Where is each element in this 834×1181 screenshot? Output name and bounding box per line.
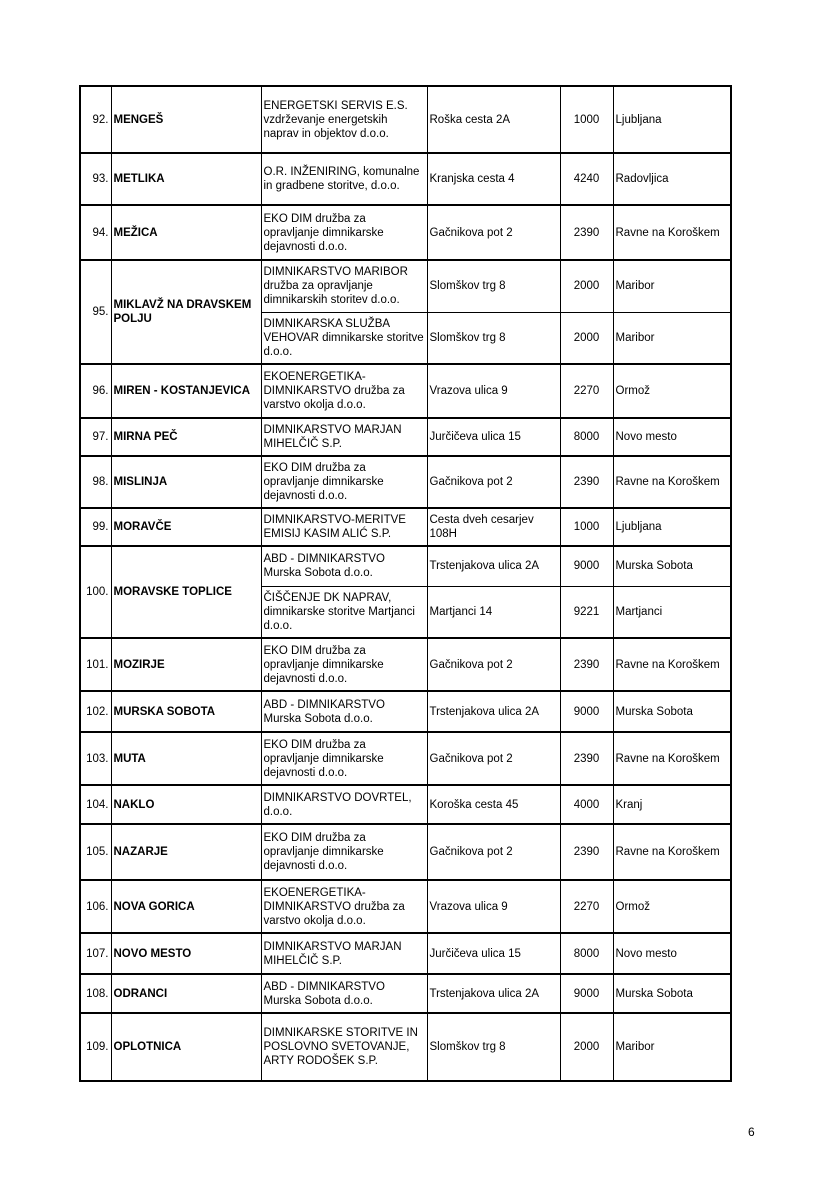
company-name: DIMNIKARSTVO MARIBOR družba za opravljanje dimnikarskih storitev d.o.o. xyxy=(261,260,427,312)
street-address: Gačnikova pot 2 xyxy=(427,732,560,785)
row-number: 109. xyxy=(80,1013,111,1081)
row-number: 107. xyxy=(80,933,111,974)
postal-code: 4240 xyxy=(560,153,613,205)
postal-code: 9000 xyxy=(560,691,613,732)
company-name: ABD - DIMNIKARSTVO Murska Sobota d.o.o. xyxy=(261,691,427,732)
company-name: DIMNIKARSTVO-MERITVE EMISIJ KASIM ALIĆ S.P. xyxy=(261,508,427,546)
company-name: EKO DIM družba za opravljanje dimnikarske dejavnosti d.o.o. xyxy=(261,732,427,785)
municipality-name: OPLOTNICA xyxy=(111,1013,261,1081)
city-name: Novo mesto xyxy=(613,418,731,456)
city-name: Murska Sobota xyxy=(613,546,731,586)
page-number: 6 xyxy=(748,1125,755,1139)
municipality-name: MOZIRJE xyxy=(111,638,261,691)
street-address: Roška cesta 2A xyxy=(427,86,560,153)
street-address: Gačnikova pot 2 xyxy=(427,638,560,691)
street-address: Jurčičeva ulica 15 xyxy=(427,933,560,974)
city-name: Ljubljana xyxy=(613,86,731,153)
postal-code: 2000 xyxy=(560,260,613,312)
city-name: Ljubljana xyxy=(613,508,731,546)
postal-code: 4000 xyxy=(560,785,613,824)
postal-code: 8000 xyxy=(560,933,613,974)
street-address: Slomškov trg 8 xyxy=(427,1013,560,1081)
postal-code: 9000 xyxy=(560,546,613,586)
street-address: Vrazova ulica 9 xyxy=(427,364,560,418)
city-name: Ravne na Koroškem xyxy=(613,732,731,785)
postal-code: 2000 xyxy=(560,312,613,364)
municipality-name: MIRNA PEČ xyxy=(111,418,261,456)
postal-code: 2390 xyxy=(560,205,613,260)
municipality-name: MISLINJA xyxy=(111,456,261,508)
street-address: Koroška cesta 45 xyxy=(427,785,560,824)
postal-code: 2000 xyxy=(560,1013,613,1081)
table-row xyxy=(80,508,731,546)
street-address: Gačnikova pot 2 xyxy=(427,456,560,508)
municipality-name: NAKLO xyxy=(111,785,261,824)
street-address: Cesta dveh cesarjev 108H xyxy=(427,508,560,546)
city-name: Martjanci xyxy=(613,586,731,638)
street-address: Jurčičeva ulica 15 xyxy=(427,418,560,456)
city-name: Murska Sobota xyxy=(613,974,731,1013)
table-row xyxy=(80,456,731,508)
street-address: Slomškov trg 8 xyxy=(427,312,560,364)
row-number: 108. xyxy=(80,974,111,1013)
street-address: Trstenjakova ulica 2A xyxy=(427,974,560,1013)
postal-code: 2270 xyxy=(560,880,613,933)
row-number: 105. xyxy=(80,824,111,880)
table-row xyxy=(80,824,731,880)
postal-code: 2390 xyxy=(560,732,613,785)
postal-code: 2270 xyxy=(560,364,613,418)
postal-code: 2390 xyxy=(560,638,613,691)
postal-code: 1000 xyxy=(560,86,613,153)
postal-code: 2390 xyxy=(560,456,613,508)
row-number: 95. xyxy=(80,260,111,364)
street-address: Trstenjakova ulica 2A xyxy=(427,691,560,732)
city-name: Novo mesto xyxy=(613,933,731,974)
city-name: Kranj xyxy=(613,785,731,824)
postal-code: 2390 xyxy=(560,824,613,880)
table-row xyxy=(80,546,731,586)
row-number: 106. xyxy=(80,880,111,933)
municipality-name: MORAVČE xyxy=(111,508,261,546)
city-name: Ravne na Koroškem xyxy=(613,456,731,508)
postal-code: 1000 xyxy=(560,508,613,546)
company-name: ENERGETSKI SERVIS E.S. vzdrževanje energetskih naprav in objektov d.o.o. xyxy=(261,86,427,153)
municipality-name: MURSKA SOBOTA xyxy=(111,691,261,732)
municipality-name: MENGEŠ xyxy=(111,86,261,153)
company-name: DIMNIKARSKA SLUŽBA VEHOVAR dimnikarske storitve d.o.o. xyxy=(261,312,427,364)
municipality-name: ODRANCI xyxy=(111,974,261,1013)
company-name: DIMNIKARSTVO MARJAN MIHELČIČ S.P. xyxy=(261,418,427,456)
company-name: ABD - DIMNIKARSTVO Murska Sobota d.o.o. xyxy=(261,546,427,586)
municipality-name: MUTA xyxy=(111,732,261,785)
table-row xyxy=(80,364,731,418)
street-address: Gačnikova pot 2 xyxy=(427,205,560,260)
municipality-name: MEŽICA xyxy=(111,205,261,260)
row-number: 99. xyxy=(80,508,111,546)
city-name: Maribor xyxy=(613,312,731,364)
city-name: Murska Sobota xyxy=(613,691,731,732)
table-row xyxy=(80,1013,731,1081)
company-name: EKO DIM družba za opravljanje dimnikarske dejavnosti d.o.o. xyxy=(261,456,427,508)
row-number: 97. xyxy=(80,418,111,456)
street-address: Martjanci 14 xyxy=(427,586,560,638)
street-address: Gačnikova pot 2 xyxy=(427,824,560,880)
city-name: Ormož xyxy=(613,880,731,933)
company-name: DIMNIKARSTVO MARJAN MIHELČIČ S.P. xyxy=(261,933,427,974)
municipality-name: MIKLAVŽ NA DRAVSKEM POLJU xyxy=(111,260,261,364)
company-name: DIMNIKARSTVO DOVRTEL, d.o.o. xyxy=(261,785,427,824)
row-number: 94. xyxy=(80,205,111,260)
municipality-name: METLIKA xyxy=(111,153,261,205)
chimney-service-registry-table xyxy=(79,85,732,1082)
table-row xyxy=(80,974,731,1013)
city-name: Ormož xyxy=(613,364,731,418)
row-number: 101. xyxy=(80,638,111,691)
postal-code: 9221 xyxy=(560,586,613,638)
row-number: 102. xyxy=(80,691,111,732)
table-row xyxy=(80,691,731,732)
table-row xyxy=(80,732,731,785)
row-number: 93. xyxy=(80,153,111,205)
municipality-name: NOVO MESTO xyxy=(111,933,261,974)
street-address: Slomškov trg 8 xyxy=(427,260,560,312)
company-name: DIMNIKARSKE STORITVE IN POSLOVNO SVETOVANJE, ARTY RODOŠEK S.P. xyxy=(261,1013,427,1081)
street-address: Kranjska cesta 4 xyxy=(427,153,560,205)
table-row xyxy=(80,785,731,824)
row-number: 103. xyxy=(80,732,111,785)
city-name: Ravne na Koroškem xyxy=(613,638,731,691)
city-name: Maribor xyxy=(613,1013,731,1081)
row-number: 92. xyxy=(80,86,111,153)
table-row xyxy=(80,153,731,205)
company-name: EKO DIM družba za opravljanje dimnikarske dejavnosti d.o.o. xyxy=(261,638,427,691)
row-number: 98. xyxy=(80,456,111,508)
company-name: EKO DIM družba za opravljanje dimnikarske dejavnosti d.o.o. xyxy=(261,824,427,880)
row-number: 100. xyxy=(80,546,111,638)
registry-body xyxy=(80,86,731,1081)
company-name: O.R. INŽENIRING, komunalne in gradbene storitve, d.o.o. xyxy=(261,153,427,205)
row-number: 96. xyxy=(80,364,111,418)
company-name: ABD - DIMNIKARSTVO Murska Sobota d.o.o. xyxy=(261,974,427,1013)
street-address: Vrazova ulica 9 xyxy=(427,880,560,933)
postal-code: 8000 xyxy=(560,418,613,456)
city-name: Maribor xyxy=(613,260,731,312)
city-name: Ravne na Koroškem xyxy=(613,824,731,880)
company-name: EKOENERGETIKA-DIMNIKARSTVO družba za varstvo okolja d.o.o. xyxy=(261,364,427,418)
street-address: Trstenjakova ulica 2A xyxy=(427,546,560,586)
postal-code: 9000 xyxy=(560,974,613,1013)
municipality-name: NOVA GORICA xyxy=(111,880,261,933)
municipality-name: MIREN - KOSTANJEVICA xyxy=(111,364,261,418)
table-row xyxy=(80,260,731,312)
table-row xyxy=(80,638,731,691)
company-name: EKOENERGETIKA-DIMNIKARSTVO družba za varstvo okolja d.o.o. xyxy=(261,880,427,933)
table-row xyxy=(80,933,731,974)
city-name: Radovljica xyxy=(613,153,731,205)
row-number: 104. xyxy=(80,785,111,824)
table-row xyxy=(80,880,731,933)
company-name: ČIŠČENJE DK NAPRAV, dimnikarske storitve Martjanci d.o.o. xyxy=(261,586,427,638)
table-row xyxy=(80,205,731,260)
municipality-name: MORAVSKE TOPLICE xyxy=(111,546,261,638)
municipality-name: NAZARJE xyxy=(111,824,261,880)
company-name: EKO DIM družba za opravljanje dimnikarske dejavnosti d.o.o. xyxy=(261,205,427,260)
city-name: Ravne na Koroškem xyxy=(613,205,731,260)
table-row xyxy=(80,86,731,153)
table-row xyxy=(80,418,731,456)
